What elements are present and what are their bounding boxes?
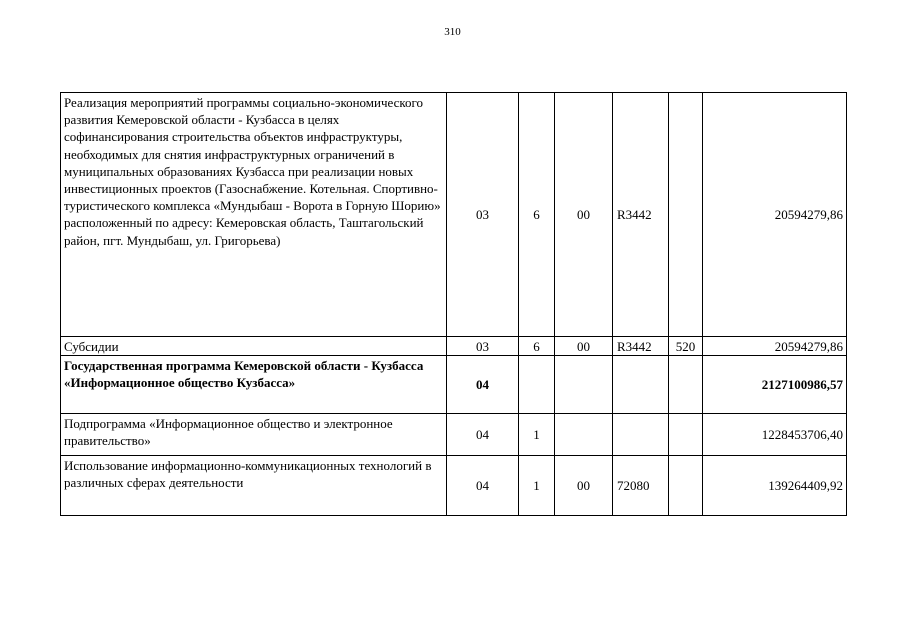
expense-type-code [669,93,703,337]
table-row [61,456,847,516]
target-code: 72080 [613,456,669,516]
page-number: 310 [444,26,461,38]
budget-table [60,92,847,516]
row-name: Подпрограмма «Информационное общество и электронное правительство» [61,414,447,456]
expense-type-code [669,356,703,414]
row-name: Государственная программа Кемеровской области - Кузбасса «Информационное общество Кузбасса» [61,356,447,414]
main-event-code [555,356,613,414]
subprogram-code: 6 [519,337,555,356]
table-row [61,414,847,456]
main-event-code: 00 [555,456,613,516]
subprogram-code: 1 [519,414,555,456]
main-event-code: 00 [555,93,613,337]
main-event-code: 00 [555,337,613,356]
subprogram-code [519,356,555,414]
subprogram-code: 1 [519,456,555,516]
row-name: Субсидии [61,337,447,356]
amount: 1228453706,40 [703,414,847,456]
expense-type-code [669,456,703,516]
program-code: 04 [447,414,519,456]
row-name: Реализация мероприятий программы социально-экономического развития Кемеровской области - Кузбасса в целях софинансирования строительства объектов инфраструктуры, необходимых для снятия инфраструктурных ограничений в муниципальных образованиях Кузбасса при реализации новых инвестиционных проектов (Газоснабжение. Котельная. Спортивно-туристического комплекса «Мундыбаш - Ворота в Горную Шорию» расположенный по адресу: Кемеровская область, Таштагольский район, пгт. Мундыбаш, ул. Григорьева) [61,93,447,337]
expense-type-code: 520 [669,337,703,356]
subprogram-code: 6 [519,93,555,337]
program-code: 04 [447,356,519,414]
program-code: 03 [447,93,519,337]
table-row [61,337,847,356]
program-code: 04 [447,456,519,516]
expense-type-code [669,414,703,456]
amount: 139264409,92 [703,456,847,516]
amount: 2127100986,57 [703,356,847,414]
target-code [613,356,669,414]
table-row [61,93,847,337]
row-name: Использование информационно-коммуникационных технологий в различных сферах деятельности [61,456,447,516]
table-row [61,356,847,414]
target-code: R3442 [613,337,669,356]
amount: 20594279,86 [703,337,847,356]
target-code: R3442 [613,93,669,337]
amount: 20594279,86 [703,93,847,337]
program-code: 03 [447,337,519,356]
main-event-code [555,414,613,456]
target-code [613,414,669,456]
